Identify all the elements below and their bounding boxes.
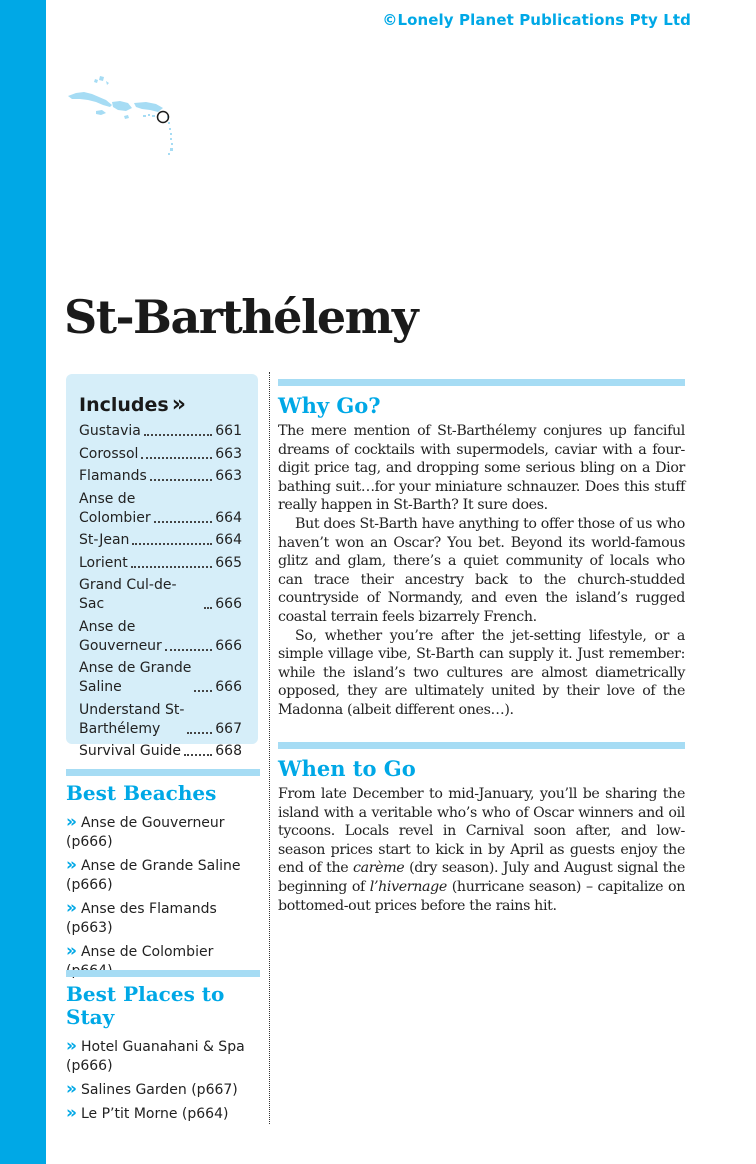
- includes-item-page: 666: [215, 679, 242, 695]
- best-places-item: [66, 1037, 260, 1076]
- best-beaches-item-text: Anse des Flamands (p663): [66, 901, 217, 936]
- includes-item: [79, 531, 242, 550]
- includes-item-name: Flamands: [79, 468, 147, 484]
- dot-leader: [165, 649, 212, 651]
- dot-leader: [194, 690, 212, 692]
- section-bar: [278, 742, 685, 749]
- best-places-item-text: Salines Garden (p667): [80, 1082, 238, 1098]
- side-color-bar: [0, 0, 46, 1164]
- bullet-chevron-icon: »: [66, 1036, 77, 1056]
- best-places-item-text: Le P’tit Morne (p664): [80, 1106, 229, 1122]
- includes-item-name: Lorient: [79, 554, 128, 571]
- includes-item-page: 666: [215, 637, 242, 654]
- section-bar: [66, 970, 260, 977]
- includes-item-name: Anse de Grande Saline: [79, 660, 192, 695]
- best-places-list: [66, 1037, 260, 1124]
- includes-item-name: Anse de Gouverneur: [79, 618, 162, 654]
- when-to-go-section: [278, 742, 685, 915]
- bullet-chevron-icon: »: [66, 855, 77, 875]
- includes-item: [79, 701, 242, 739]
- best-beaches-item-text: Anse de Grande Saline (p666): [66, 858, 241, 893]
- best-places-item-text: Hotel Guanahani & Spa (p666): [66, 1039, 245, 1074]
- includes-heading: Includes »: [79, 392, 186, 417]
- includes-item-page: 667: [215, 720, 242, 737]
- bullet-chevron-icon: »: [66, 898, 77, 918]
- dot-leader: [131, 566, 213, 568]
- bullet-chevron-icon: »: [66, 1103, 77, 1123]
- includes-item: [79, 467, 242, 486]
- bullet-chevron-icon: »: [66, 1079, 77, 1099]
- dot-leader: [132, 543, 212, 545]
- best-beaches-item: [66, 813, 260, 852]
- includes-item-name: Grand Cul-de-Sac: [79, 577, 177, 612]
- dot-leader: [154, 521, 213, 523]
- includes-item-name: Anse de Colombier: [79, 490, 151, 526]
- includes-item: [79, 490, 242, 528]
- includes-item-page: 661: [215, 423, 242, 439]
- dot-leader: [141, 457, 212, 459]
- includes-item: [79, 576, 242, 614]
- best-beaches-item-text: Anse de Colombier: [80, 944, 214, 960]
- includes-item-page: 665: [215, 554, 242, 571]
- best-beaches-list: [66, 813, 260, 981]
- bullet-chevron-icon: »: [66, 941, 77, 961]
- includes-item-page: 663: [215, 445, 242, 462]
- includes-item-name: Corossol: [79, 445, 139, 462]
- copyright-notice: ©Lonely Planet Publications Pty Ltd: [382, 11, 691, 29]
- includes-item: [79, 422, 242, 441]
- includes-item: [79, 742, 242, 761]
- caribbean-locator-map-icon: [66, 72, 186, 162]
- includes-item-page: 666: [215, 596, 242, 612]
- when-to-go-heading: When to Go: [278, 756, 416, 781]
- includes-item-name: St-Jean: [79, 532, 130, 548]
- includes-item-name: Survival Guide: [79, 743, 182, 759]
- includes-item-name: Understand St- Barthélemy: [79, 701, 185, 737]
- best-places-item: [66, 1104, 260, 1124]
- best-beaches-heading: Best Beaches: [66, 781, 217, 805]
- includes-item: [79, 554, 242, 573]
- best-places-heading: Best Places to Stay: [66, 982, 225, 1029]
- dot-leader: [184, 754, 212, 756]
- best-beaches-item: [66, 856, 260, 895]
- includes-item-page: 664: [215, 509, 242, 526]
- when-to-go-paragraph: From late December to mid-January, you’ll be sharing the island with a veritable who’s who of Oscar winners and oil tycoons. Locals revel in Carnival soon after, and low-season prices start to kick in by April as guests enjoy the end of the carème (dry season). July and August signal the beginning of l’hivernage (hurricane season) – capitalize on bottomed-out prices before the rains hit.: [278, 786, 685, 914]
- includes-list: [79, 422, 242, 761]
- dot-leader: [144, 434, 212, 436]
- best-beaches-item: [66, 899, 260, 938]
- why-go-paragraph: But does St-Barth have anything to offer those of us who haven’t won an Oscar? You bet. Beyond its world-famous glitz and glam, there’s a quiet community of locals who can trace their ancestry back to the church-studded countryside of Normandy, and even the island’s rugged coastal terrain feels bizarrely French.: [278, 515, 685, 625]
- best-beaches-item-text: Anse de Gouverneur (p666): [66, 815, 225, 850]
- best-beaches-box: [66, 769, 260, 985]
- includes-box: [66, 374, 258, 759]
- includes-item-page: 668: [215, 743, 242, 759]
- includes-item: [79, 659, 242, 697]
- section-bar: [278, 379, 685, 386]
- includes-item-name: Gustavia: [79, 423, 141, 439]
- includes-item: [79, 618, 242, 656]
- why-go-paragraph: The mere mention of St-Barthélemy conjures up fanciful dreams of cocktails with supermodels, caviar with a four-digit price tag, and dropping some serious bling on a Dior bathing suit…for your miniature schnauzer. Does this stuff really happen in St-Barth? It sure does.: [278, 423, 685, 514]
- why-go-heading: Why Go?: [278, 393, 381, 418]
- includes-item-page: 663: [215, 468, 242, 484]
- dot-leader: [204, 607, 212, 609]
- why-go-section: [278, 379, 685, 720]
- column-divider: [269, 372, 270, 1124]
- why-go-paragraph: So, whether you’re after the jet-setting lifestyle, or a simple village vibe, St-Barth can supply it. Just remember: while the island’s two cultures are almost diametrically opposed, they are ultimately united by their love of the Madonna (albeit different ones…).: [278, 627, 685, 718]
- chevron-icon: »: [171, 392, 186, 417]
- dot-leader: [187, 732, 212, 734]
- bullet-chevron-icon: »: [66, 812, 77, 832]
- includes-item: [79, 445, 242, 464]
- includes-item-page: 664: [215, 532, 242, 548]
- best-places-box: [66, 970, 260, 1128]
- page-title: St-Barthélemy: [64, 290, 418, 344]
- section-bar: [66, 769, 260, 776]
- dot-leader: [150, 479, 212, 481]
- best-places-item: [66, 1080, 260, 1100]
